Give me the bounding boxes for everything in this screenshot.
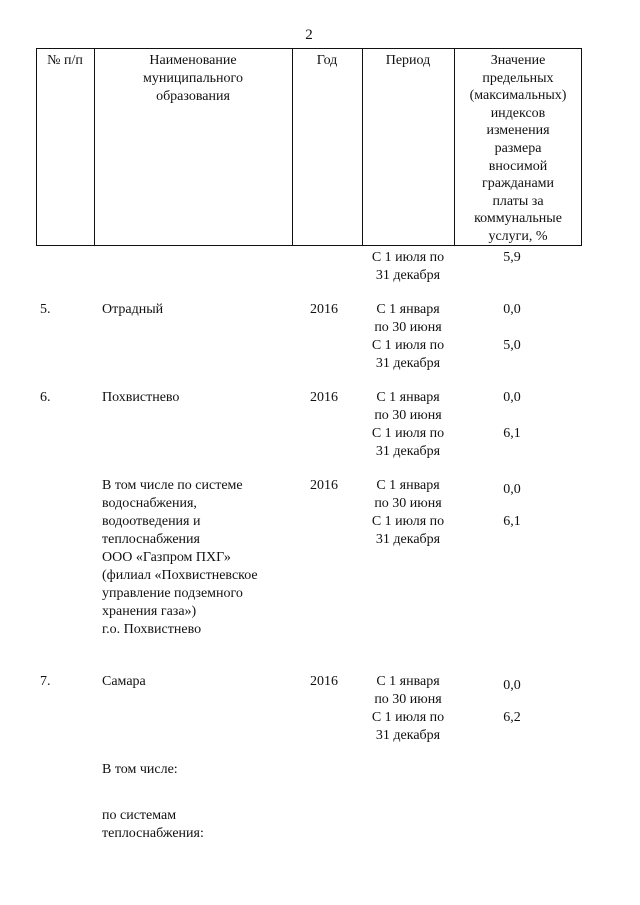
period-cell: С 1 января по 30 июня С 1 июля по 31 декабря bbox=[371, 302, 445, 371]
index-value: 0,0 bbox=[503, 678, 521, 693]
column-divider bbox=[362, 48, 363, 246]
period-cell: С 1 января по 30 июня С 1 июля по 31 декабря bbox=[371, 674, 445, 743]
index-value: 0,0 bbox=[503, 302, 521, 317]
period-cell: С 1 января по 30 июня С 1 июля по 31 декабря bbox=[371, 390, 445, 459]
municipality-name: Самара bbox=[102, 674, 146, 689]
index-value: 6,1 bbox=[503, 426, 521, 441]
index-value: 0,0 bbox=[503, 482, 521, 497]
municipality-name: Похвистнево bbox=[102, 390, 180, 405]
subheading: по системам теплоснабжения: bbox=[102, 808, 204, 841]
header-num: № п/п bbox=[47, 53, 83, 68]
index-value: 5,0 bbox=[503, 338, 521, 353]
row-year: 2016 bbox=[310, 674, 338, 689]
subheading: В том числе: bbox=[102, 762, 178, 777]
row-year: 2016 bbox=[310, 478, 338, 493]
index-value: 6,1 bbox=[503, 514, 521, 529]
header-value: Значение предельных (максимальных) индексов изменения размера вносимой гражданами платы за коммунальные услуги, % bbox=[469, 53, 567, 244]
row-year: 2016 bbox=[310, 302, 338, 317]
continuation-value: 5,9 bbox=[503, 250, 521, 265]
period-cell: С 1 января по 30 июня С 1 июля по 31 декабря bbox=[371, 478, 445, 547]
row-number: 5. bbox=[40, 302, 51, 317]
row-number: 6. bbox=[40, 390, 51, 405]
municipality-name: В том числе по системе водоснабжения, водоотведения и теплоснабжения ООО «Газпром ПХГ» (филиал «Похвистневское управление подземного хранения газа») г.о. Похвистнево bbox=[102, 478, 258, 637]
column-divider bbox=[292, 48, 293, 246]
header-year: Год bbox=[316, 53, 338, 68]
header-period: Период bbox=[385, 53, 431, 68]
continuation-period: С 1 июля по 31 декабря bbox=[371, 250, 445, 283]
page-number: 2 bbox=[305, 27, 313, 43]
municipality-name: Отрадный bbox=[102, 302, 164, 317]
header-name: Наименование муниципального образования bbox=[143, 53, 243, 104]
row-year: 2016 bbox=[310, 390, 338, 405]
index-value: 6,2 bbox=[503, 710, 521, 725]
index-value: 0,0 bbox=[503, 390, 521, 405]
row-number: 7. bbox=[40, 674, 51, 689]
